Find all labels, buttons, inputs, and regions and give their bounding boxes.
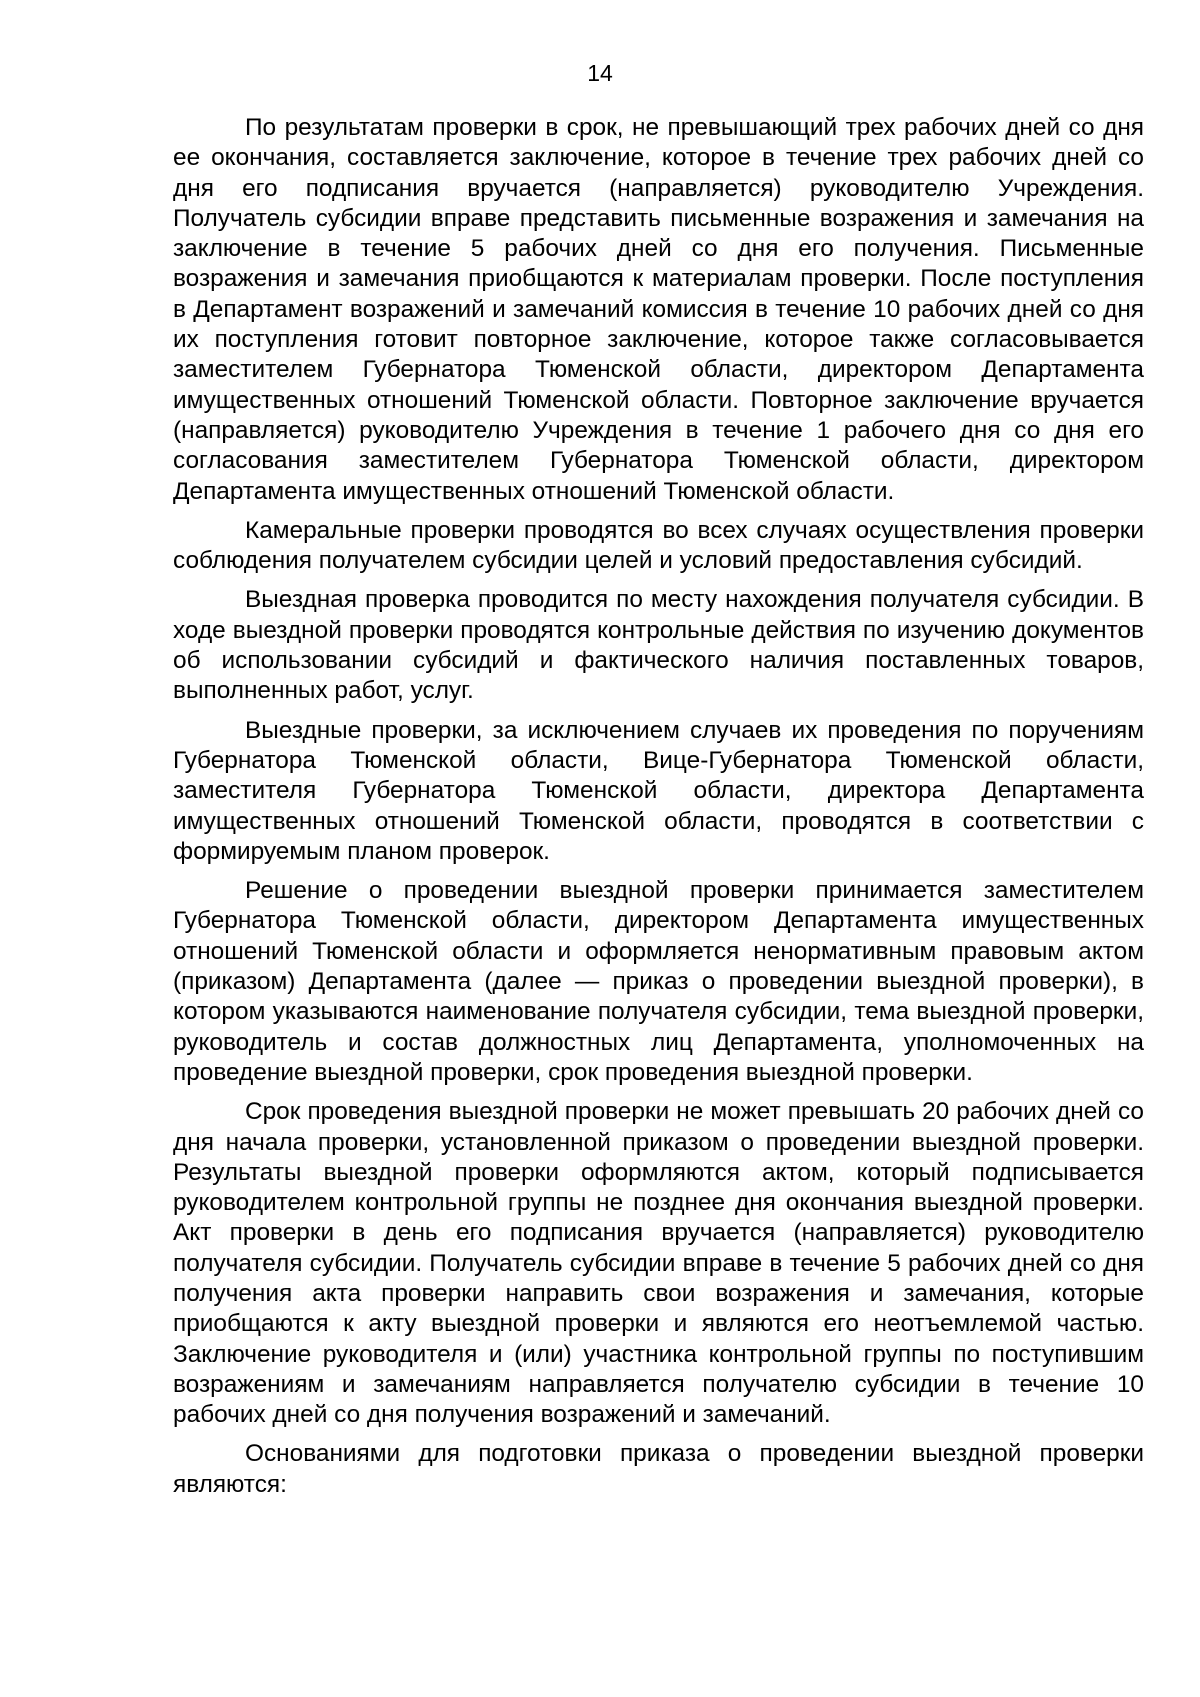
paragraph-field-audit-term: Срок проведения выездной проверки не может превышать 20 рабочих дней со дня начала проверки, установленной приказом о проведении выездной проверки. Результаты выездной проверки оформляются актом, который подписывается руководителем контрольной группы не позднее дня окончания выездной проверки. Акт проверки в день его подписания вручается (направляется) руководителю получателя субсидии. Получатель субсидии вправе в течение 5 рабочих дней со дня получения акта проверки направить свои возражения и замечания, которые приобщаются к акту выездной проверки и являются его неотъемлемой частью. Заключение руководителя и (или) участника контрольной группы по поступившим возражениям и замечаниям направляется получателю субсидии в течение 10 рабочих дней со дня получения возражений и замечаний. <box>173 1098 1144 1429</box>
paragraph-field-audit-plan: Выездные проверки, за исключением случаев их проведения по поручениям Губернатора Тюменской области, Вице-Губернатора Тюменской области, заместителя Губернатора Тюменской области, директора Департамента имущественных отношений Тюменской области, проводятся в соответствии с формируемым планом проверок. <box>173 716 1144 865</box>
paragraph-desk-audits: Камеральные проверки проводятся во всех случаях осуществления проверки соблюдения получателем субсидии целей и условий предоставления субсидий. <box>173 516 1144 575</box>
page-number: 14 <box>587 60 613 86</box>
paragraph-field-audit-location: Выездная проверка проводится по месту нахождения получателя субсидии. В ходе выездной проверки проводятся контрольные действия по изучению документов об использовании субсидий и фактического наличия поставленных товаров, выполненных работ, услуг. <box>173 586 1144 705</box>
document-body <box>173 113 1144 1509</box>
paragraph-review-conclusion: По результатам проверки в срок, не превышающий трех рабочих дней со дня ее окончания, составляется заключение, которое в течение трех рабочих дней со дня его подписания вручается (направляется) руководителю Учреждения. Получатель субсидии вправе представить письменные возражения и замечания на заключение в течение 5 рабочих дней со дня его получения. Письменные возражения и замечания приобщаются к материалам проверки. После поступления в Департамент возражений и замечаний комиссия в течение 10 рабочих дней со дня их поступления готовит повторное заключение, которое также согласовывается заместителем Губернатора Тюменской области, директором Департамента имущественных отношений Тюменской области. Повторное заключение вручается (направляется) руководителю Учреждения в течение 1 рабочего дня со дня его согласования заместителем Губернатора Тюменской области, директором Департамента имущественных отношений Тюменской области. <box>173 114 1144 505</box>
paragraph-order-grounds: Основаниями для подготовки приказа о проведении выездной проверки являются: <box>173 1440 1144 1498</box>
paragraph-field-audit-decision: Решение о проведении выездной проверки принимается заместителем Губернатора Тюменской области, директором Департамента имущественных отношений Тюменской области и оформляется ненормативным правовым актом (приказом) Департамента (далее — приказ о проведении выездной проверки), в котором указываются наименование получателя субсидии, тема выездной проверки, руководитель и состав должностных лиц Департамента, уполномоченных на проведение выездной проверки, срок проведения выездной проверки. <box>173 877 1144 1086</box>
